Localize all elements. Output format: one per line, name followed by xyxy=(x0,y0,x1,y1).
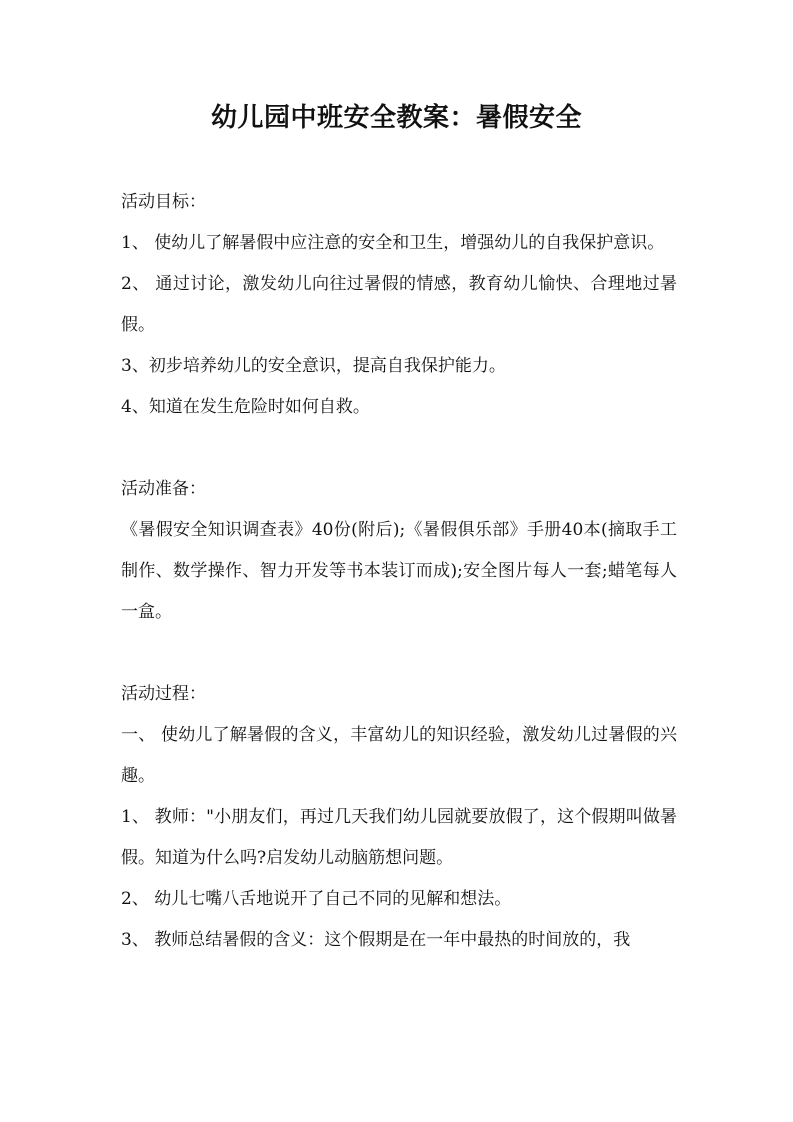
process-item-1: 一、 使幼儿了解暑假的含义，丰富幼儿的知识经验，激发幼儿过暑假的兴趣。 xyxy=(121,725,677,786)
section-heading-preparation: 活动准备： xyxy=(121,479,206,499)
goal-item-3: 3、初步培养幼儿的安全意识，提高自我保护能力。 xyxy=(121,356,506,376)
section-heading-process: 活动过程： xyxy=(121,684,206,704)
goal-item-4: 4、知道在发生危险时如何自救。 xyxy=(121,397,370,417)
goal-item-2: 2、 通过讨论，激发幼儿向往过暑假的情感，教育幼儿愉快、合理地过暑假。 xyxy=(121,274,677,335)
document-body xyxy=(121,182,677,961)
section-heading-goals: 活动目标： xyxy=(121,192,206,212)
section-spacer xyxy=(121,633,677,674)
process-item-3: 2、 幼儿七嘴八舌地说开了自己不同的见解和想法。 xyxy=(121,889,512,909)
document-title: 幼儿园中班安全教案：暑假安全 xyxy=(210,103,582,133)
process-item-2: 1、 教师："小朋友们，再过几天我们幼儿园就要放假了，这个假期叫做暑假。知道为什么吗?启发幼儿动脑筋想问题。 xyxy=(121,807,677,868)
process-item-4: 3、 教师总结暑假的含义：这个假期是在一年中最热的时间放的，我 xyxy=(121,930,631,950)
goal-item-1: 1、 使幼儿了解暑假中应注意的安全和卫生，增强幼儿的自我保护意识。 xyxy=(121,233,665,253)
preparation-text: 《暑假安全知识调查表》40份(附后);《暑假俱乐部》手册40本(摘取手工制作、数学操作、智力开发等书本装订而成);安全图片每人一套;蜡笔每人一盒。 xyxy=(121,520,677,622)
section-spacer xyxy=(121,428,677,469)
